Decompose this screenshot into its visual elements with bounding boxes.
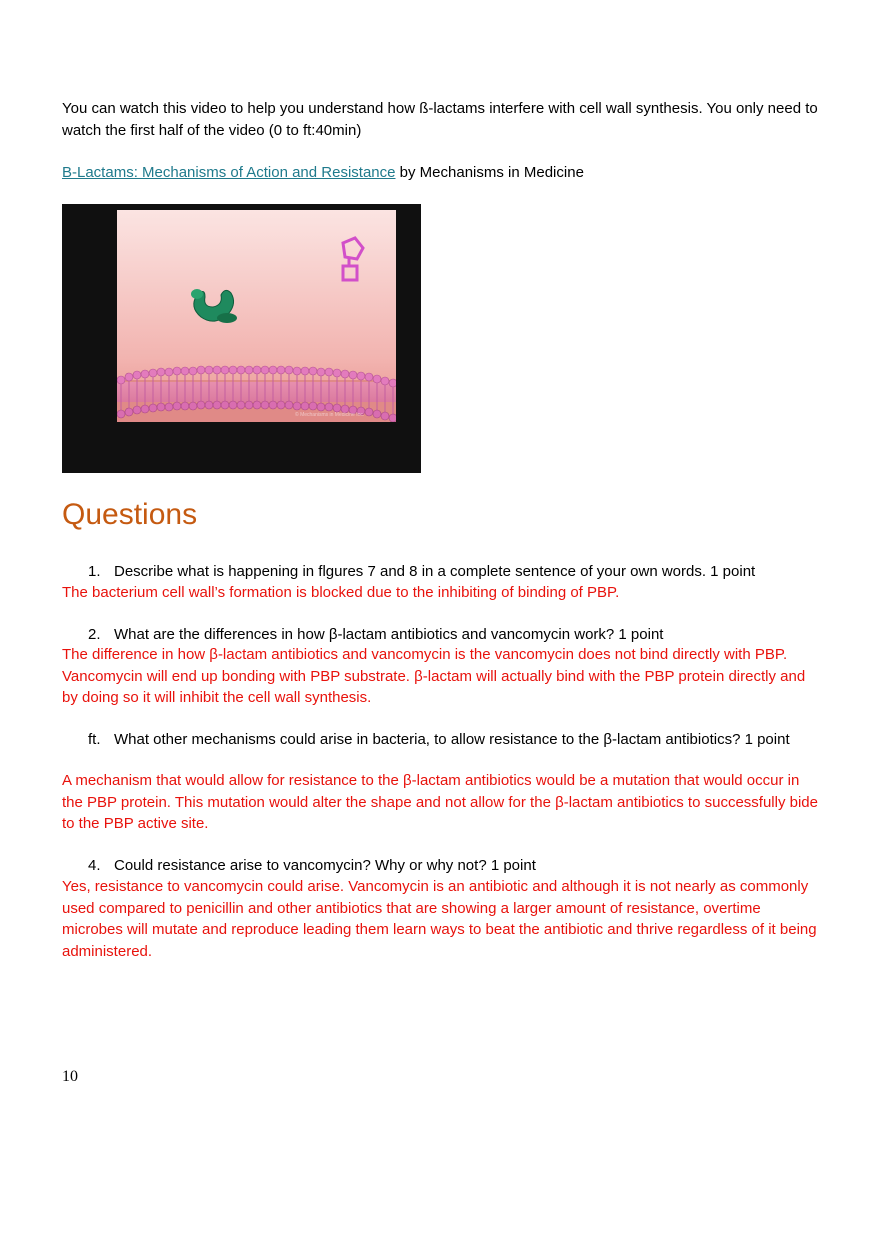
question-text: What are the differences in how β-lactam antibiotics and vancomycin work? 1 point [114, 626, 664, 643]
question-number: 2. [88, 626, 101, 643]
answer-2: The difference in how β-lactam antibiotics and vancomycin is the vancomycin does not bind directly with PBP. Vancomycin will end up bonding with PBP substrate. β-lactam will actually bind with the PBP protein directly and by doing so it will inhibit the cell wall synthesis. [62, 646, 806, 706]
question-text: What other mechanisms could arise in bacteria, to allow resistance to the β-lactam antibiotics? 1 point [114, 731, 790, 748]
video-frame-illustration [117, 210, 396, 422]
answer-4: Yes, resistance to vancomycin could arise. Vancomycin is an antibiotic and although it is not nearly as commonly used compared to penicillin and other antibiotics that are showing a larger amount of resistance, overtime microbes will mutate and reproduce leading them learn ways to beat the antibiotic and thrive regardless of it being administered. [62, 878, 817, 960]
video-watermark: © Mechanisms in Medicine Inc. [295, 412, 365, 418]
page-number: 10 [62, 1068, 78, 1085]
question-3 [88, 729, 808, 750]
video-source-author: by Mechanisms in Medicine [395, 164, 584, 181]
intro-paragraph: You can watch this video to help you understand how ß-lactams interfere with cell wall synthesis. You only need to watch the first half of the video (0 to ft:40min) [62, 100, 818, 139]
question-number: ft. [88, 731, 101, 748]
question-1 [88, 561, 755, 582]
video-source-line [62, 162, 832, 184]
answer-1: The bacterium cell wall’s formation is blocked due to the inhibiting of binding of PBP. [62, 584, 620, 601]
answer-3: A mechanism that would allow for resistance to the β-lactam antibiotics would be a mutation that would occur in the PBP protein. This mutation would alter the shape and not allow for the β-lactam antibiotics to successfully bide to the PBP active site. [62, 772, 818, 832]
video-link[interactable]: B-Lactams: Mechanisms of Action and Resistance [62, 164, 396, 181]
question-2 [88, 624, 663, 645]
question-4 [88, 855, 536, 876]
question-number: 4. [88, 857, 101, 874]
questions-heading: Questions [62, 498, 198, 531]
video-thumbnail[interactable] [62, 204, 421, 473]
question-text: Could resistance arise to vancomycin? Why or why not? 1 point [114, 857, 536, 874]
question-number: 1. [88, 563, 101, 580]
question-text: Describe what is happening in flgures 7 and 8 in a complete sentence of your own words. 1 point [114, 563, 756, 580]
